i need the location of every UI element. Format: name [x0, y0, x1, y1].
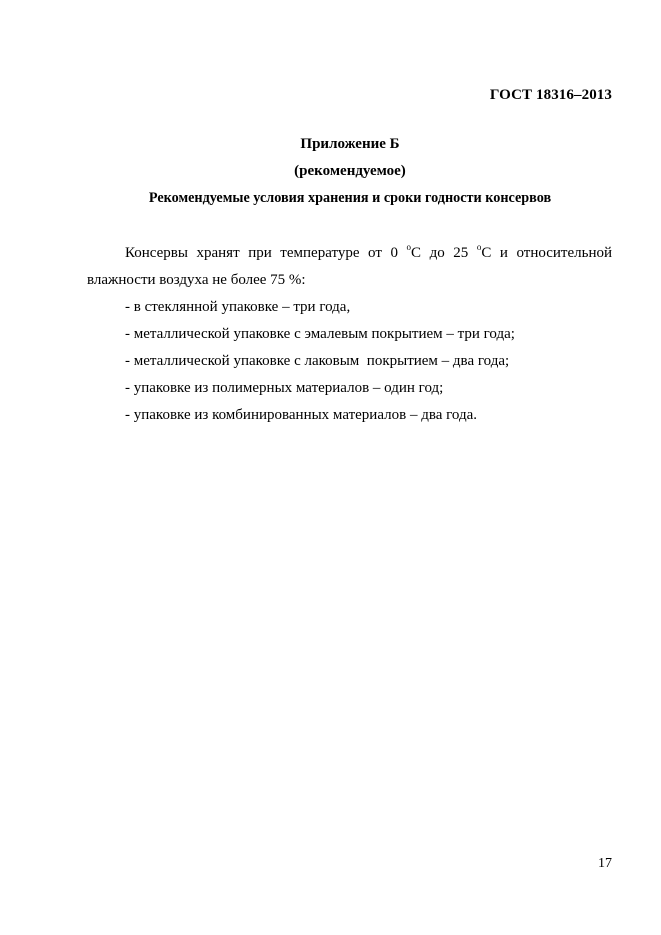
appendix-status: (рекомендуемое)	[294, 163, 406, 179]
paragraph-text-unit: С до 25	[411, 245, 477, 261]
paragraph-text-prefix: Консервы хранят при температуре от 0	[125, 245, 407, 261]
list-item: - упаковке из полимерных материалов – один год;	[125, 380, 444, 396]
page-number: 17	[598, 856, 612, 871]
storage-conditions-paragraph-line2: влажности воздуха не более 75 %:	[87, 272, 306, 288]
list-item: - в стеклянной упаковке – три года,	[125, 299, 351, 315]
degree-superscript-1: о	[406, 242, 412, 252]
list-item: - металлической упаковке с эмалевым покрытием – три года;	[125, 326, 515, 342]
degree-superscript-2: о	[476, 242, 482, 252]
appendix-title: Приложение Б	[300, 136, 400, 152]
paragraph-text-suffix: С и относительной	[481, 245, 613, 261]
list-item: - упаковке из комбинированных материалов – два года.	[125, 407, 478, 423]
storage-conditions-paragraph-line1	[87, 240, 612, 267]
appendix-heading: Рекомендуемые условия хранения и сроки годности консервов	[148, 190, 552, 206]
document-code: ГОСТ 18316–2013	[489, 87, 612, 103]
list-item: - металлической упаковке с лаковым покрытием – два года;	[125, 353, 510, 369]
shelf-life-list	[125, 294, 515, 429]
